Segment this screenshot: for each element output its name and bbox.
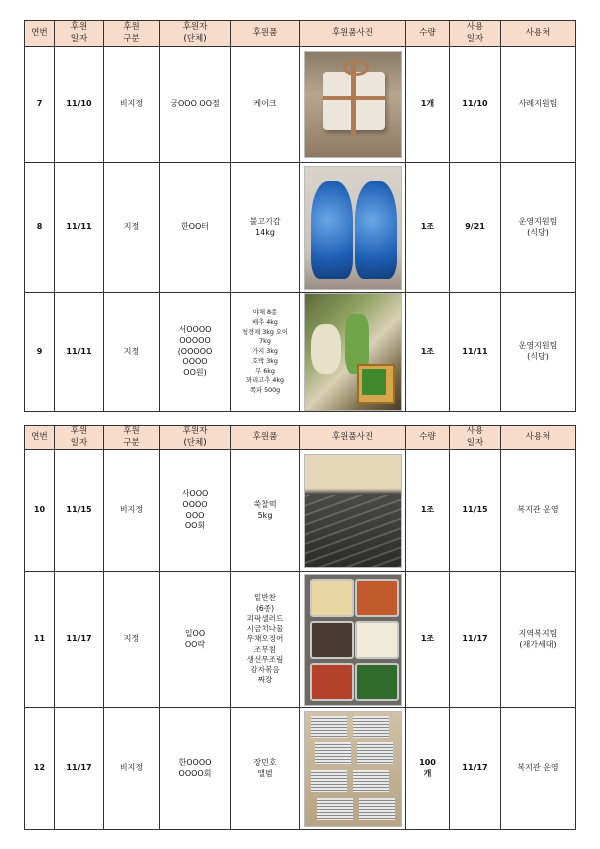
row-photo-cell [300, 450, 406, 572]
row-place: 운영지원팀 (식당) [501, 163, 576, 293]
row-date: 11/11 [55, 163, 104, 293]
header-use-date: 사용 일자 [450, 21, 501, 47]
header-no: 연번 [25, 426, 55, 450]
vegetables-photo [304, 293, 402, 411]
row-no: 11 [25, 572, 55, 708]
row-date: 11/15 [55, 450, 104, 572]
table-row [25, 708, 576, 830]
row-photo-cell [300, 572, 406, 708]
row-donor: 서OOOO OOOOO (OOOOO OOOO OO원) [160, 293, 231, 412]
row-item: 야채 8종 배추 4kg 청경채 3kg 오이 7kg 가지 3kg 호박 3kg 무 6kg 꽈리고추 4kg 쪽파 500g [231, 293, 300, 412]
header-donor: 후원자 (단체) [160, 426, 231, 450]
table-row [25, 572, 576, 708]
row-use-date: 11/10 [450, 47, 501, 163]
row-type: 비지정 [104, 708, 160, 830]
row-item: 불고기감 14kg [231, 163, 300, 293]
row-item: 쑥찰떡 5kg [231, 450, 300, 572]
row-qty: 100 개 [406, 708, 450, 830]
table-row [25, 293, 576, 412]
header-place: 사용처 [501, 426, 576, 450]
row-item: 케이크 [231, 47, 300, 163]
header-donation-date: 후원 일자 [55, 21, 104, 47]
header-donation-type: 후원 구분 [104, 426, 160, 450]
row-qty: 1조 [406, 163, 450, 293]
row-donor: 사OOO OOOO OOO OO회 [160, 450, 231, 572]
row-date: 11/17 [55, 572, 104, 708]
row-place: 지역복지팀 (재가세대) [501, 572, 576, 708]
albums-photo [304, 711, 402, 827]
donation-table-2 [24, 425, 576, 830]
row-no: 9 [25, 293, 55, 412]
row-item: 밑반찬 (6종) 괴팍샐러드 시금치나물 무채오징어 조무침 생선무조림 감자볶음 짜장 [231, 572, 300, 708]
row-place: 운영지원팀 (식당) [501, 293, 576, 412]
header-qty: 수량 [406, 426, 450, 450]
row-use-date: 11/15 [450, 450, 501, 572]
row-date: 11/10 [55, 47, 104, 163]
rice-cake-photo [304, 454, 402, 568]
row-type: 비지정 [104, 47, 160, 163]
row-donor: 일OO OO락 [160, 572, 231, 708]
row-no: 8 [25, 163, 55, 293]
row-place: 복지관 운영 [501, 708, 576, 830]
row-use-date: 11/17 [450, 572, 501, 708]
table-row [25, 163, 576, 293]
row-photo-cell [300, 163, 406, 293]
row-use-date: 9/21 [450, 163, 501, 293]
row-place: 사례지원팀 [501, 47, 576, 163]
row-qty: 1개 [406, 47, 450, 163]
row-type: 지정 [104, 293, 160, 412]
table-row [25, 450, 576, 572]
row-donor: 한OO터 [160, 163, 231, 293]
row-place: 복지관 운영 [501, 450, 576, 572]
table-row [25, 47, 576, 163]
row-date: 11/11 [55, 293, 104, 412]
header-donor: 후원자 (단체) [160, 21, 231, 47]
table-header-row [25, 426, 576, 450]
row-photo-cell [300, 47, 406, 163]
header-qty: 수량 [406, 21, 450, 47]
header-item: 후원품 [231, 21, 300, 47]
row-photo-cell [300, 708, 406, 830]
header-no: 연번 [25, 21, 55, 47]
side-dishes-photo [304, 574, 402, 706]
header-item: 후원품 [231, 426, 300, 450]
cake-box-photo [304, 51, 402, 158]
row-no: 12 [25, 708, 55, 830]
header-donation-date: 후원 일자 [55, 426, 104, 450]
row-type: 비지정 [104, 450, 160, 572]
row-no: 7 [25, 47, 55, 163]
row-use-date: 11/17 [450, 708, 501, 830]
row-qty: 1조 [406, 572, 450, 708]
row-type: 지정 [104, 163, 160, 293]
row-qty: 1조 [406, 293, 450, 412]
table-header-row [25, 21, 576, 47]
row-date: 11/17 [55, 708, 104, 830]
row-donor: 한OOOO OOOO회 [160, 708, 231, 830]
header-use-date: 사용 일자 [450, 426, 501, 450]
header-donation-type: 후원 구분 [104, 21, 160, 47]
row-use-date: 11/11 [450, 293, 501, 412]
row-type: 지정 [104, 572, 160, 708]
row-no: 10 [25, 450, 55, 572]
row-item: 장민호 앨범 [231, 708, 300, 830]
donation-table-1 [24, 20, 576, 412]
header-photo: 후원품사진 [300, 426, 406, 450]
row-donor: 궁OOO OO점 [160, 47, 231, 163]
row-qty: 1조 [406, 450, 450, 572]
meat-bags-photo [304, 166, 402, 290]
row-photo-cell [300, 293, 406, 412]
header-photo: 후원품사진 [300, 21, 406, 47]
header-place: 사용처 [501, 21, 576, 47]
